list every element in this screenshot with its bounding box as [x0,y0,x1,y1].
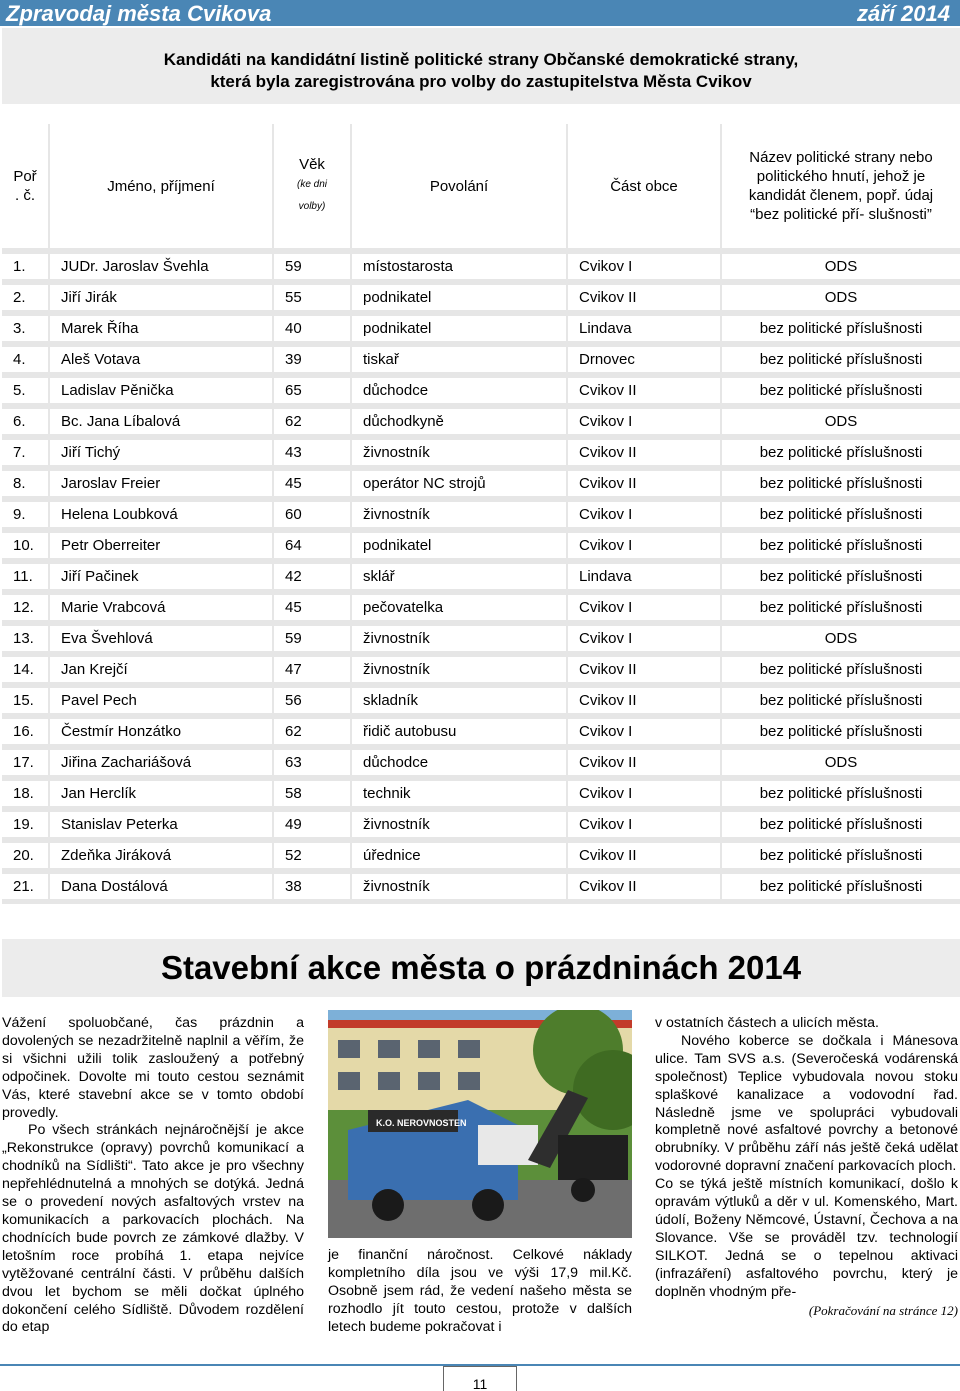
cell-age: 40 [274,316,350,341]
cell-no: 2. [2,285,48,310]
cell-no: 3. [2,316,48,341]
cell-age: 64 [274,533,350,558]
cell-party: bez politické příslušnosti [722,471,960,496]
header-name: Jméno, příjmení [50,124,272,248]
table-row [2,564,960,589]
cell-job: důchodkyně [352,409,566,434]
issue-date: září 2014 [857,1,950,26]
cell-name: Ladislav Pěnička [50,378,272,403]
cell-age: 58 [274,781,350,806]
cell-age: 59 [274,626,350,651]
cell-party: bez politické příslušnosti [722,719,960,744]
continued-note: (Pokračování na stránce 12) [808,1302,958,1318]
cell-age: 55 [274,285,350,310]
cell-age: 39 [274,347,350,372]
header-number-line2: . č. [14,187,35,204]
cell-party: bez politické příslušnosti [722,812,960,837]
table-row [2,378,960,403]
cell-party: bez politické příslušnosti [722,502,960,527]
cell-name: Jiří Pačinek [50,564,272,589]
cell-party: bez politické příslušnosti [722,378,960,403]
cell-name: Jiří Jirák [50,285,272,310]
table-row [2,843,960,868]
machine-label: K.O. NEROVNOSTEN [376,1118,467,1128]
cell-party: ODS [722,285,960,310]
cell-job: místostarosta [352,254,566,279]
cell-party: bez politické příslušnosti [722,564,960,589]
cell-no: 14. [2,657,48,682]
cell-no: 7. [2,440,48,465]
cell-no: 16. [2,719,48,744]
cell-district: Cvikov II [568,750,720,775]
cell-job: úřednice [352,843,566,868]
table-row [2,316,960,341]
article-paragraph: Vážení spoluobčané, čas prázdnin a dovolených se nezadržitelně naplnil a věřím, že si všichni užili tolik zasloužený a potřebný odpočinek. Dovolte mi touto cestou seznámit Vás, které stavební akce se v tomto období provedly. [2,1015,304,1121]
cell-job: technik [352,781,566,806]
cell-no: 1. [2,254,48,279]
cell-no: 18. [2,781,48,806]
table-row [2,285,960,310]
cell-age: 47 [274,657,350,682]
cell-age: 62 [274,409,350,434]
cell-district: Lindava [568,564,720,589]
cell-district: Cvikov I [568,781,720,806]
table-row [2,657,960,682]
cell-name: Stanislav Peterka [50,812,272,837]
cell-job: podnikatel [352,316,566,341]
cell-district: Cvikov I [568,502,720,527]
cell-no: 8. [2,471,48,496]
cell-job: živnostník [352,626,566,651]
cell-district: Cvikov I [568,626,720,651]
table-row [2,688,960,713]
cell-age: 45 [274,471,350,496]
cell-party: bez politické příslušnosti [722,688,960,713]
road-milling-machine-photo [328,1010,632,1238]
cell-job: podnikatel [352,285,566,310]
table-row [2,595,960,620]
cell-job: živnostník [352,812,566,837]
candidate-list-title-line1: Kandidáti na kandidátní listině politické strany Občanské demokratické strany, [163,50,799,69]
page-number: 11 [443,1366,517,1391]
cell-age: 43 [274,440,350,465]
cell-job: tiskař [352,347,566,372]
cell-age: 65 [274,378,350,403]
cell-age: 59 [274,254,350,279]
cell-no: 10. [2,533,48,558]
cell-no: 17. [2,750,48,775]
article-column-middle [328,1247,632,1337]
cell-name: Dana Dostálová [50,874,272,899]
article-paragraph: Po všech stránkách nejnáročnější je akce „Rekonstrukce (opravy) povrchů komunikací a chodníků na Sídlišti“. Tato akce je pro všechny nepřehlédnutelná a mnohých se dotýká. Jedná se o provedení nových asfaltových vrstev na komunikacích a parkovacích plochách. Na chodnících bude povrch ze zámkové dlažby. V letošním roce probíhá 1. etapa nejvíce vytěžované centrální části. V průběhu dalších dvou let bychom se měli dočkat úplného dokončení celého Sídliště. Důvodem rozdělení do etap [2,1122,304,1336]
cell-job: živnostník [352,440,566,465]
cell-party: bez politické příslušnosti [722,347,960,372]
cell-no: 20. [2,843,48,868]
table-row [2,781,960,806]
cell-no: 12. [2,595,48,620]
cell-age: 63 [274,750,350,775]
table-row [2,719,960,744]
article-column-left [2,1015,304,1337]
cell-name: Marek Říha [50,316,272,341]
table-row [2,409,960,434]
table-row [2,471,960,496]
cell-age: 52 [274,843,350,868]
cell-party: bez politické příslušnosti [722,843,960,868]
cell-district: Cvikov I [568,812,720,837]
article-column-right [655,1015,958,1319]
cell-no: 21. [2,874,48,899]
cell-job: důchodce [352,378,566,403]
cell-party: bez politické příslušnosti [722,657,960,682]
page-header [0,0,960,26]
header-number [2,124,48,248]
cell-party: ODS [722,409,960,434]
article-paragraph: Nového koberce se dočkala i Mánesova ulice. Tam SVS a.s. (Severočeská vodárenská společnost) Teplice vybudovala novou stoku splaškové kanalizace a vodovodní řad. Následně jsme ve spolupráci vybudovali kompletně nové asfaltové povrchy a betonové obrubníky. V průběhu září nás ještě čeká udělat vodorovné dopravní značení parkovacích ploch. [655,1032,958,1175]
cell-party: bez politické příslušnosti [722,440,960,465]
cell-job: živnostník [352,657,566,682]
cell-name: Marie Vrabcová [50,595,272,620]
cell-name: Jan Herclík [50,781,272,806]
cell-age: 56 [274,688,350,713]
article-paragraph: Co se týká ještě místních komunikací, došlo k opravám výtluků a děr v ul. Komenského, Mart. údolí, Boženy Němcové, Ústavní, Čechova a na Slovance. Vše se prováděl tzv. technologií SILKOT. Jedná se o tepelnou aktivaci (infrazáření) asfaltového povrchu, který je doplněn vhodným pře- [655,1176,958,1300]
cell-name: JUDr. Jaroslav Švehla [50,254,272,279]
cell-name: Pavel Pech [50,688,272,713]
cell-party: bez politické příslušnosti [722,316,960,341]
candidate-table [2,124,960,904]
cell-name: Čestmír Honzátko [50,719,272,744]
section-title: Stavební akce města o prázdninách 2014 [2,939,960,997]
table-row [2,626,960,651]
cell-no: 4. [2,347,48,372]
header-district: Část obce [568,124,720,248]
table-row [2,502,960,527]
cell-name: Bc. Jana Líbalová [50,409,272,434]
cell-age: 42 [274,564,350,589]
table-row [2,254,960,279]
cell-name: Jaroslav Freier [50,471,272,496]
cell-district: Cvikov I [568,409,720,434]
cell-job: živnostník [352,874,566,899]
cell-age: 62 [274,719,350,744]
header-party: Název politické strany nebo politického hnutí, jehož je kandidát členem, popř. údaj “bez politické pří- slušnosti” [722,124,960,248]
cell-no: 19. [2,812,48,837]
cell-job: živnostník [352,502,566,527]
cell-party: ODS [722,626,960,651]
cell-name: Petr Oberreiter [50,533,272,558]
cell-name: Jan Krejčí [50,657,272,682]
cell-district: Cvikov I [568,533,720,558]
cell-district: Cvikov II [568,657,720,682]
road-works-photo [328,1010,632,1238]
table-row [2,812,960,837]
cell-district: Cvikov I [568,719,720,744]
header-age-label: Věk [299,155,325,173]
cell-name: Zdeňka Jiráková [50,843,272,868]
table-row [2,533,960,558]
cell-party: ODS [722,750,960,775]
header-job: Povolání [352,124,566,248]
header-age-note2: volby) [298,200,326,212]
cell-age: 38 [274,874,350,899]
cell-no: 6. [2,409,48,434]
cell-district: Cvikov II [568,285,720,310]
cell-age: 45 [274,595,350,620]
cell-no: 9. [2,502,48,527]
cell-job: sklář [352,564,566,589]
cell-name: Helena Loubková [50,502,272,527]
cell-no: 5. [2,378,48,403]
cell-no: 15. [2,688,48,713]
cell-district: Cvikov II [568,378,720,403]
cell-party: bez politické příslušnosti [722,595,960,620]
cell-district: Drnovec [568,347,720,372]
cell-party: bez politické příslušnosti [722,533,960,558]
cell-district: Cvikov II [568,471,720,496]
newsletter-title: Zpravodaj města Cvikova [6,1,272,26]
cell-name: Jiří Tichý [50,440,272,465]
cell-age: 49 [274,812,350,837]
cell-job: řidič autobusu [352,719,566,744]
cell-name: Aleš Votava [50,347,272,372]
cell-no: 11. [2,564,48,589]
cell-no: 13. [2,626,48,651]
cell-name: Jiřina Zachariášová [50,750,272,775]
cell-job: podnikatel [352,533,566,558]
cell-district: Cvikov I [568,254,720,279]
table-row [2,347,960,372]
cell-job: skladník [352,688,566,713]
cell-party: ODS [722,254,960,279]
cell-job: pečovatelka [352,595,566,620]
cell-district: Cvikov II [568,440,720,465]
cell-job: důchodce [352,750,566,775]
cell-job: operátor NC strojů [352,471,566,496]
cell-district: Lindava [568,316,720,341]
candidate-list-title [2,28,960,104]
cell-district: Cvikov II [568,688,720,713]
candidate-list-title-line2: která byla zaregistrována pro volby do zastupitelstva Města Cvikov [210,72,752,91]
cell-district: Cvikov II [568,843,720,868]
cell-district: Cvikov II [568,874,720,899]
article-paragraph: je finanční náročnost. Celkové náklady kompletního díla jsou ve výši 17,9 mil.Kč. Osobně jsem rád, že vedení našeho města se rozhodlo jít touto cestou, protože v dalších letech budeme pokračovat i [328,1247,632,1335]
cell-party: bez politické příslušnosti [722,874,960,899]
table-row [2,750,960,775]
header-age [274,124,350,248]
article-paragraph: v ostatních částech a ulicích města. [655,1015,879,1031]
header-number-line1: Poř [13,168,37,185]
cell-name: Eva Švehlová [50,626,272,651]
table-row [2,874,960,899]
cell-party: bez politické příslušnosti [722,781,960,806]
header-age-note1: (ke dni [296,178,327,190]
cell-age: 60 [274,502,350,527]
cell-district: Cvikov I [568,595,720,620]
table-row [2,440,960,465]
